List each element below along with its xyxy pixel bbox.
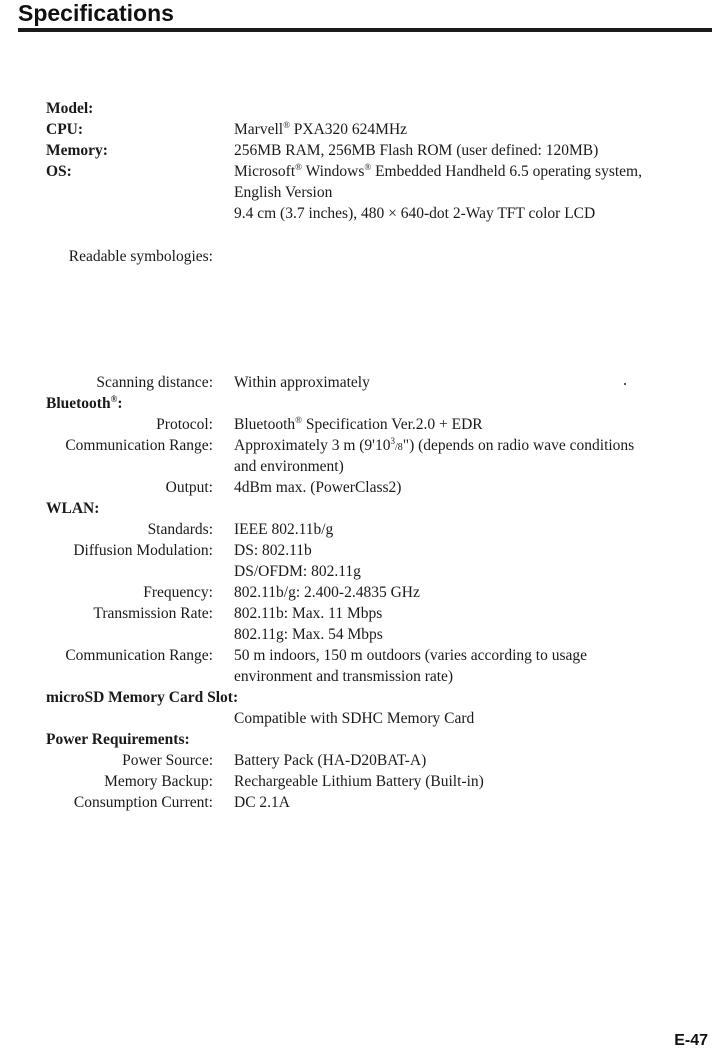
page-title: Specifications — [18, 0, 174, 26]
bt-range-label: Communication Range: — [65, 437, 213, 454]
standards-label: Standards: — [147, 521, 213, 538]
diffusion-value-line2: DS/OFDM: 802.11g — [234, 563, 361, 580]
diffusion-label: Diffusion Modulation: — [73, 542, 213, 559]
output-label: Output: — [165, 479, 213, 496]
protocol-label: Protocol: — [156, 416, 213, 433]
rate-label: Transmission Rate: — [93, 605, 213, 622]
frequency-value: 802.11b/g: 2.400-2.4835 GHz — [234, 584, 420, 601]
os-value-line2: English Version — [234, 184, 333, 201]
page-header — [18, 0, 712, 32]
wlan-label: WLAN: — [46, 500, 100, 517]
cpu-value: Marvell® PXA320 624MHz — [234, 119, 408, 138]
bt-range-value: Approximately 3 m $(9'10^3/8")$ (depends on radio wave conditions — [234, 435, 635, 454]
memory-label: Memory: — [46, 142, 108, 159]
scanning-distance-label: Scanning distance: — [96, 374, 213, 391]
output-value: 4dBm max. (PowerClass2) — [234, 479, 402, 496]
page-number: E-47 — [674, 1032, 708, 1049]
bullet-dot — [624, 383, 626, 385]
model-label: Model: — [46, 100, 94, 117]
wlan-range-value: 50 m indoors, 150 m outdoors (varies according to usage — [234, 647, 587, 664]
consumption-value: DC 2.1A — [234, 794, 290, 811]
microsd-label: microSD Memory Card Slot: — [46, 689, 239, 706]
bluetooth-label: Bluetooth®: — [46, 393, 123, 412]
diffusion-value: DS: 802.11b — [234, 542, 312, 559]
standards-value: IEEE 802.11b/g — [234, 521, 334, 538]
readable-symbologies-label: Readable symbologies: — [68, 248, 213, 265]
consumption-label: Consumption Current: — [73, 794, 213, 811]
power-source-label: Power Source: — [122, 752, 213, 769]
header-rule — [18, 28, 712, 32]
os-value: Microsoft® Windows® Embedded Handheld 6.5 operating system, — [234, 161, 642, 180]
wlan-range-value-line2: environment and transmission rate) — [234, 668, 454, 685]
cpu-label: CPU: — [46, 121, 84, 138]
wlan-range-label: Communication Range: — [65, 647, 213, 664]
bt-range-value-line2: and environment) — [234, 458, 344, 475]
scanning-distance-value: Within approximately — [234, 374, 370, 392]
power-label: Power Requirements: — [46, 731, 190, 748]
protocol-value: Bluetooth® Specification Ver.2.0 + EDR — [234, 414, 483, 433]
memory-value: 256MB RAM, 256MB Flash ROM (user defined: 120MB) — [234, 142, 599, 159]
frequency-label: Frequency: — [143, 584, 213, 601]
os-label: OS: — [46, 163, 72, 180]
display-value: 9.4 cm (3.7 inches), 480 × 640-dot 2-Way TFT color LCD — [234, 205, 596, 222]
memory-backup-label: Memory Backup: — [104, 773, 213, 790]
microsd-value: Compatible with SDHC Memory Card — [234, 710, 475, 727]
power-source-value: Battery Pack (HA-D20BAT-A) — [234, 752, 427, 769]
rate-value: 802.11b: Max. 11 Mbps — [234, 605, 383, 622]
rate-value-line2: 802.11g: Max. 54 Mbps — [234, 626, 383, 643]
memory-backup-value: Rechargeable Lithium Battery (Built-in) — [234, 773, 484, 790]
